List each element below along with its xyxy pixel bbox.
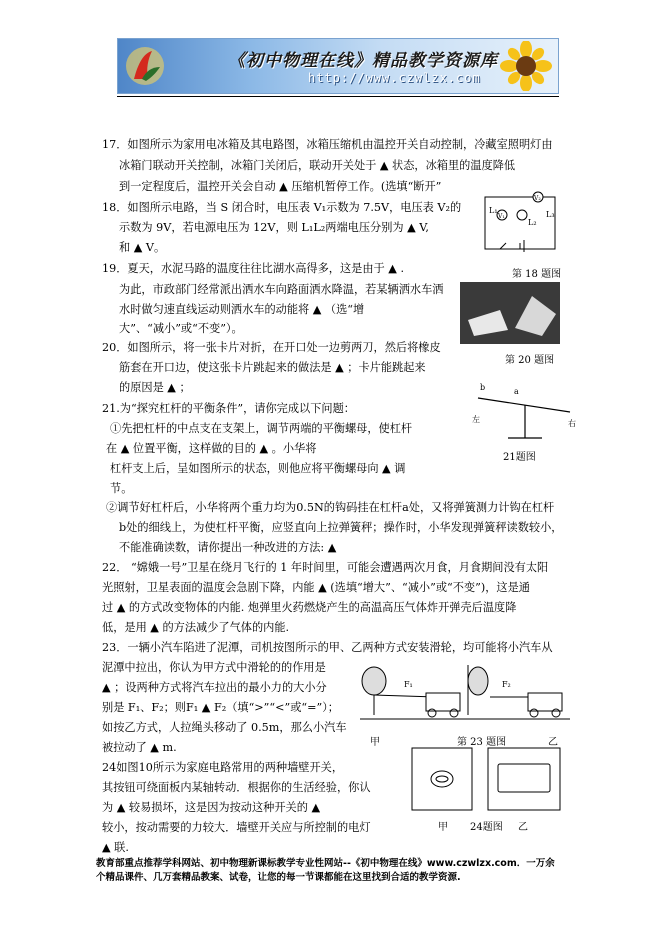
q21-line-8: 不能准确读数，请你提出一种改进的方法: ▲ [119, 541, 337, 554]
sunflower-icon [496, 41, 552, 91]
q22-line-4: 低，是用 ▲ 的方法减少了气体的内能. [102, 621, 290, 634]
fig23-pulley-diagram [360, 653, 570, 725]
fig21-b-label: b [480, 383, 486, 392]
q22-line-3: 过 ▲ 的方式改变物体的内能. 炮弹里火药燃烧产生的高温高压气体炸开弹壳后温度降 [102, 601, 517, 614]
banner-url: http://www.czwlzx.com [308, 71, 481, 85]
fig23-jia-label: 甲 [370, 737, 380, 748]
fig23-f1-label: F₁ [404, 680, 413, 689]
fig21-left-label: 左 [472, 415, 480, 424]
q19-line-4: 大”、“减小”或“不变”）。 [119, 322, 243, 335]
header-banner [117, 38, 559, 94]
fig24-caption: 24题图 [470, 822, 503, 833]
fig18-caption: 第 18 题图 [512, 269, 562, 280]
q21-line-1: 21.为“探究杠杆的平衡条件”，请你完成以下问题： [102, 402, 355, 415]
fig21-right-label: 右 [568, 419, 576, 428]
fig23-f2-label: F₂ [502, 680, 511, 689]
footer-line-2: 个精品课件、几万套精品教案、试卷，让您的每一节课都能在这里找到合适的教学资源. [96, 872, 461, 883]
q23-line-2: 泥潭中拉出，你认为甲方式中滑轮的的作用是 [102, 661, 326, 674]
q21-line-6: ②调节好杠杆后，小华将两个重力均为0.5N的钩码挂在杠杆a处，又将弹簧测力计钩在杠杆 [106, 501, 555, 514]
page-footer [96, 857, 555, 885]
fig18-v1-label: V₁ [498, 213, 505, 220]
q18-line-2: 示数为 9V，若电源电压为 12V，则 L₁L₂两端电压分别为 ▲ V, [119, 221, 429, 234]
fig23-caption: 第 23 题图 [457, 737, 507, 748]
header-divider [117, 96, 559, 97]
q23-line-3: ▲ ；设两种方式将汽车拉出的最小力的大小分 [102, 681, 327, 694]
q22-line-1: 22． “嫦娥一号”卫星在绕月飞行的 1 年时间里，可能会遭遇两次月食，月食期间没有太阳 [102, 561, 549, 574]
q21-line-7: b处的细线上，为使杠杆平衡，应竖直向上拉弹簧秤；操作时，小华发现弹簧秤读数较小， [119, 521, 563, 534]
footer-line-1: 教育部重点推荐学科网站、初中物理新课标教学专业性网站--《初中物理在线》www.czwlzx.com．一万余 [96, 858, 555, 869]
q21-line-5: 节。 [110, 482, 133, 495]
q17-line-1: 17．如图所示为家用电冰箱及其电路图，冰箱压缩机由温控开关自动控制，冷藏室照明灯由 [102, 138, 553, 151]
q17-line-3: 到一定程度后，温控开关会自动 ▲ 压缩机暂停工作。(选填“断开” [119, 180, 442, 193]
q21-line-4: 杠杆支上后，呈如图所示的状态，则他应将平衡螺母向 ▲ 调 [110, 462, 406, 475]
fig20-caption: 第 20 题图 [505, 355, 555, 366]
q20-line-1: 20．如图所示，将一张卡片对折，在开口处一边剪两刀，然后将橡皮 [102, 341, 441, 354]
q23-line-6: 被拉动了 ▲ m. [102, 741, 177, 754]
q18-line-1: 18．如图所示电路，当 S 闭合时，电压表 V₁示数为 7.5V，电压表 V₂的 [102, 201, 462, 214]
banner-title: 《初中物理在线》精品教学资源库 [228, 51, 498, 71]
q23-line-1: 23．一辆小汽车陷进了泥潭，司机按图所示的甲、乙两种方式安装滑轮，均可能将小汽车从 [102, 641, 553, 654]
fig21-a-label: a [514, 387, 519, 396]
q21-line-2: ①先把杠杆的中点支在支架上，调节两端的平衡螺母，使杠杆 [110, 422, 413, 435]
q18-line-3: 和 ▲ V。 [119, 241, 166, 254]
fig20-card-photo [460, 282, 560, 344]
fig18-v2-label: V₂ [534, 195, 541, 202]
q20-line-2: 筋套在开口边，使这张卡片跳起来的做法是 ▲ ；卡片能跳起来 [119, 361, 426, 374]
q23-line-5: 如按乙方式，人拉绳头移动了 0.5m，那么小汽车 [102, 721, 347, 734]
fig23-yi-label: 乙 [548, 737, 558, 748]
q24-line-5: ▲ 联. [102, 841, 129, 854]
q24-line-4: 较小，按动需要的力较大．墙壁开关应与所控制的电灯 [102, 821, 371, 834]
q19-line-3: 水时做匀速直线运动则洒水车的动能将 ▲ （选“增 [119, 303, 365, 316]
q21-line-3: 在 ▲ 位置平衡，这样做的目的 ▲ 。小华将 [106, 442, 317, 455]
q24-line-1: 24如图10所示为家庭电路常用的两种墙壁开关， [102, 761, 344, 774]
fig21-lever-diagram [470, 378, 578, 448]
fig24-jia-label: 甲 [438, 822, 448, 833]
fig18-l2-label: L₂ [528, 218, 537, 227]
fig21-caption: 21题图 [503, 452, 536, 463]
fig24-switch-diagram [410, 746, 562, 812]
q23-line-4: 别是 F₁、F₂；则F₁ ▲ F₂（填“>”“<”或“=”）； [102, 701, 339, 714]
fig18-l3-label: L₃ [546, 210, 555, 219]
site-logo-icon [124, 45, 166, 87]
q24-line-2: 其按钮可绕面板内某轴转动．根据你的生活经验，你认 [102, 781, 371, 794]
q20-line-3: 的原因是 ▲ ； [119, 381, 191, 394]
q22-line-2: 光照射，卫星表面的温度会急剧下降，内能 ▲ (选填“增大”、“减小”或“不变”)，这是通 [102, 581, 530, 594]
q17-line-2: 冰箱门联动开关控制，冰箱门关闭后，联动开关处于 ▲ 状态，冰箱里的温度降低 [119, 159, 516, 172]
q24-line-3: 为 ▲ 较易损坏，这是因为按动这种开关的 ▲ [102, 801, 321, 814]
q19-line-1: 19．夏天，水泥马路的温度往往比湖水高得多，这是由于 ▲ . [102, 262, 405, 275]
fig18-circuit-diagram [480, 185, 560, 260]
fig24-yi-label: 乙 [518, 822, 528, 833]
fig18-l1-label: L₁ [489, 206, 498, 215]
q19-line-2: 为此，市政部门经常派出洒水车向路面洒水降温，若某辆洒水车洒 [119, 283, 444, 296]
